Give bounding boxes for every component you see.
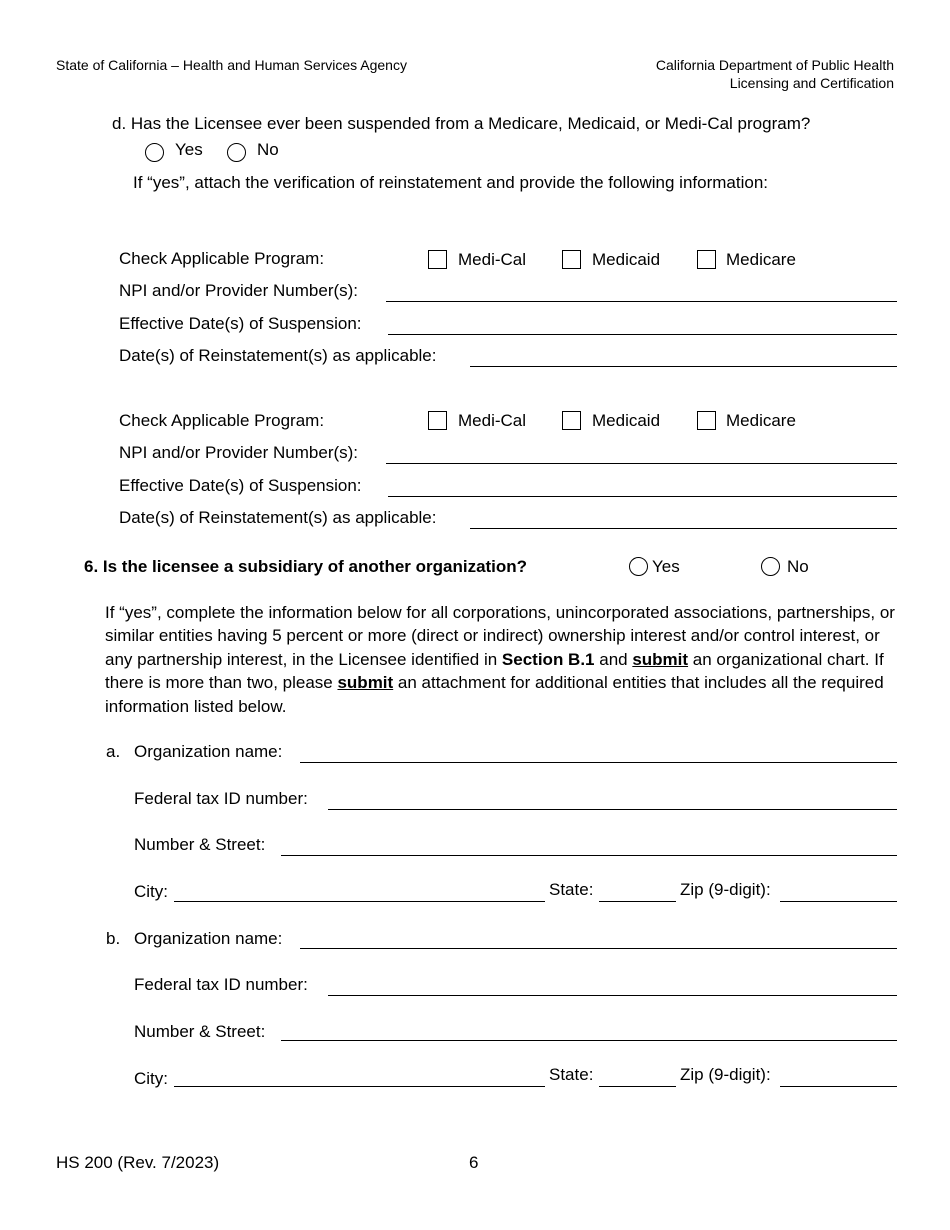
organization-letter: a. — [106, 742, 121, 761]
question-d-instruction: If “yes”, attach the verification of reinstatement and provide the following information: — [133, 173, 768, 192]
street-field[interactable] — [281, 855, 897, 856]
question-6-no-radio[interactable] — [761, 557, 780, 576]
check-program-label: Check Applicable Program: — [119, 411, 325, 430]
submit-emphasis-2: submit — [337, 673, 394, 693]
organization-letter: b. — [106, 929, 121, 948]
zip-label: Zip (9-digit): — [680, 1065, 771, 1084]
question-d-no-radio[interactable] — [227, 143, 246, 162]
reinstatement-date-label: Date(s) of Reinstatement(s) as applicable: — [119, 346, 437, 365]
instructions-text-3: an organizational chart. If there is more than two, please — [105, 649, 884, 693]
tax-id-label: Federal tax ID number: — [134, 975, 308, 994]
question-d-yes-label: Yes — [175, 140, 203, 159]
question-6-yes-radio[interactable] — [629, 557, 648, 576]
check-program-label: Check Applicable Program: — [119, 249, 325, 268]
suspension-date-label: Effective Date(s) of Suspension: — [119, 476, 362, 495]
street-field[interactable] — [281, 1040, 897, 1041]
npi-field[interactable] — [386, 463, 897, 464]
question-6-text: 6. Is the licensee a subsidiary of another organization? — [84, 557, 528, 576]
question-6-yes-label: Yes — [652, 557, 680, 576]
form-id: HS 200 (Rev. 7/2023) — [56, 1153, 220, 1172]
question-d-yes-radio[interactable] — [145, 143, 164, 162]
medicare-label: Medicare — [726, 250, 796, 269]
npi-label: NPI and/or Provider Number(s): — [119, 443, 359, 462]
suspension-date-field[interactable] — [388, 496, 897, 497]
zip-field[interactable] — [780, 901, 897, 902]
medicare-checkbox[interactable] — [697, 250, 716, 269]
organization-name-label: Organization name: — [134, 929, 283, 948]
zip-label: Zip (9-digit): — [680, 880, 771, 899]
section-reference: Section B.1 — [501, 649, 595, 669]
medicare-label: Medicare — [726, 411, 796, 430]
state-label: State: — [549, 880, 594, 899]
city-field[interactable] — [174, 1086, 545, 1087]
medicaid-checkbox[interactable] — [562, 411, 581, 430]
state-field[interactable] — [599, 901, 676, 902]
organization-name-field[interactable] — [300, 948, 897, 949]
zip-field[interactable] — [780, 1086, 897, 1087]
question-6-instructions — [105, 601, 905, 718]
header-department — [656, 56, 894, 92]
medi-cal-label: Medi-Cal — [458, 250, 527, 269]
instructions-text-1: If “yes”, complete the information below for all corporations, unincorporated associations, partnerships, or similar entities having 5 percent or more (direct or indirect) ownership interest and/or control interest, or any partnership interest, in the Licensee identified in — [105, 603, 895, 669]
question-d-no-label: No — [257, 140, 279, 159]
organization-name-label: Organization name: — [134, 742, 283, 761]
city-field[interactable] — [174, 901, 545, 902]
tax-id-field[interactable] — [328, 809, 897, 810]
suspension-date-field[interactable] — [388, 334, 897, 335]
city-label: City: — [134, 882, 168, 901]
npi-label: NPI and/or Provider Number(s): — [119, 281, 359, 300]
question-6-no-label: No — [787, 557, 809, 576]
organization-name-field[interactable] — [300, 762, 897, 763]
street-label: Number & Street: — [134, 1022, 266, 1041]
medi-cal-label: Medi-Cal — [458, 411, 527, 430]
npi-field[interactable] — [386, 301, 897, 302]
medi-cal-checkbox[interactable] — [428, 250, 447, 269]
reinstatement-date-label: Date(s) of Reinstatement(s) as applicable: — [119, 508, 437, 527]
submit-emphasis-1: submit — [632, 649, 689, 669]
medicaid-checkbox[interactable] — [562, 250, 581, 269]
reinstatement-date-field[interactable] — [470, 366, 897, 367]
header-department-name: California Department of Public Health — [655, 57, 894, 73]
header-agency: State of California – Health and Human Services Agency — [56, 57, 407, 73]
instructions-text-4: an attachment for additional entities that includes all the required information listed below. — [105, 673, 884, 716]
tax-id-field[interactable] — [328, 995, 897, 996]
header-division-name: Licensing and Certification — [729, 75, 894, 91]
medicaid-label: Medicaid — [592, 411, 661, 430]
state-field[interactable] — [599, 1086, 676, 1087]
question-d-text: d. Has the Licensee ever been suspended from a Medicare, Medicaid, or Medi-Cal program? — [112, 114, 811, 133]
tax-id-label: Federal tax ID number: — [134, 789, 308, 808]
medicaid-label: Medicaid — [592, 250, 661, 269]
city-label: City: — [134, 1069, 168, 1088]
suspension-date-label: Effective Date(s) of Suspension: — [119, 314, 362, 333]
medi-cal-checkbox[interactable] — [428, 411, 447, 430]
street-label: Number & Street: — [134, 835, 266, 854]
page-number: 6 — [469, 1153, 479, 1172]
instructions-text-2: and — [594, 649, 633, 669]
medicare-checkbox[interactable] — [697, 411, 716, 430]
reinstatement-date-field[interactable] — [470, 528, 897, 529]
state-label: State: — [549, 1065, 594, 1084]
